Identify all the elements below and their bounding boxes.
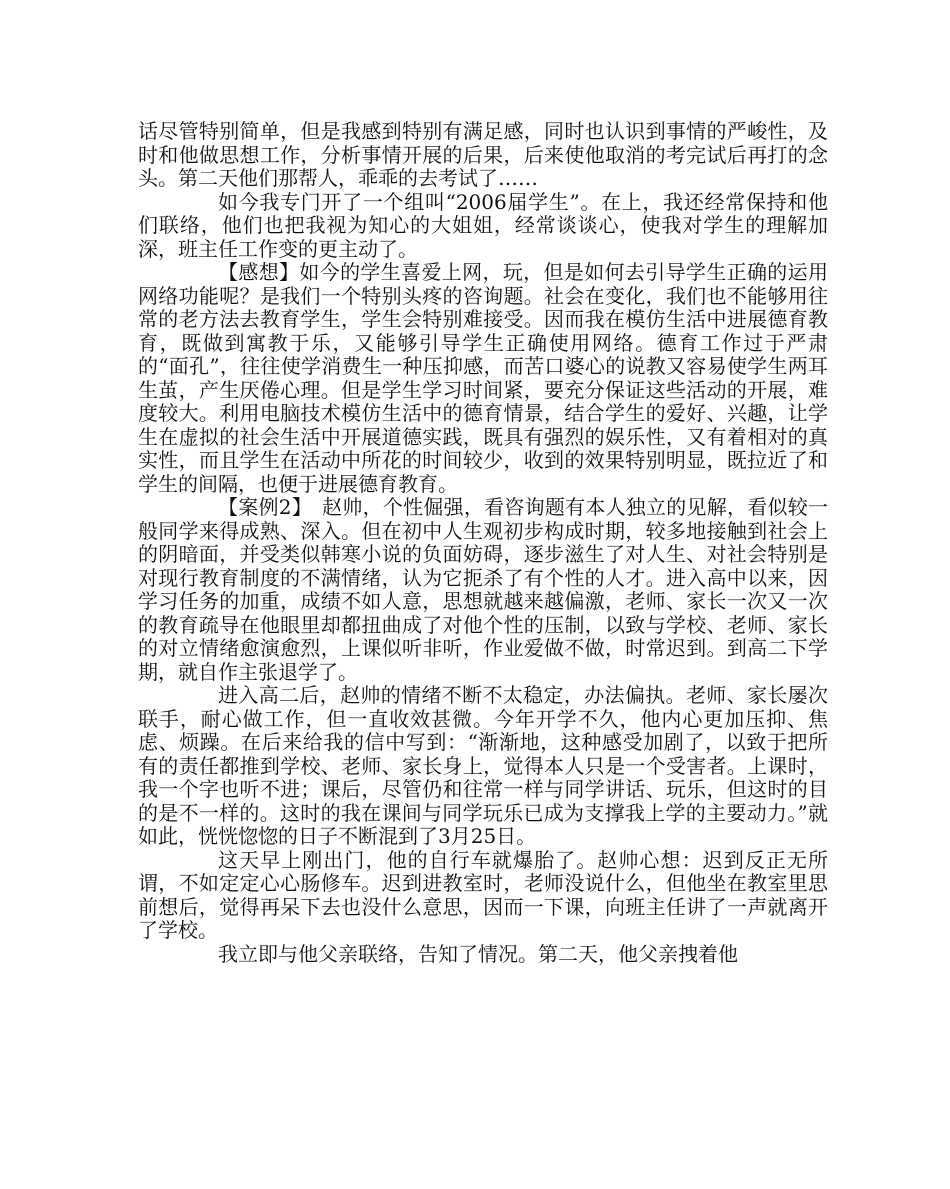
paragraph-1: 话尽管特别简单，但是我感到特别有满足感，同时也认识到事情的严峻性，及时和他做思想工作，分析事情开展的后果，后来使他取消的考完试后再打的念头。第二天他们那帮人，乖乖的去考试了…… bbox=[138, 119, 828, 190]
paragraph-5: 进入高二后，赵帅的情绪不断不太稳定，办法偏执。老师、家长屡次联手，耐心做工作，但一直收效甚微。今年开学不久，他内心更加压抑、焦虑、烦躁。在后来给我的信中写到：“渐渐地，这种感受加剧了，以致于把所有的责任都推到学校、老师、家长身上，觉得本人只是一个受害者。上课时，我一个字也听不进；课后，尽管仍和往常一样与同学讲话、玩乐，但这时的目的是不一样的。这时的我在课间与同学玩乐已成为支撑我上学的主要动力。”就如此，恍恍惚惚的日子不断混到了3月25日。 bbox=[138, 683, 828, 848]
paragraph-2: 如今我专门开了一个组叫“2006届学生”。在上，我还经常保持和他们联络，他们也把我视为知心的大姐姐，经常谈谈心，使我对学生的理解加深，班主任工作变的更主动了。 bbox=[138, 189, 828, 261]
paragraph-reflection: 【感想】如今的学生喜爱上网，玩，但是如何去引导学生正确的运用网络功能呢？是我们一个特别头疼的咨询题。社会在变化，我们也不能够用往常的老方法去教育学生，学生会特别难接受。因而我在模仿生活中进展德育教育，既做到寓教于乐，又能够引导学生正确使用网络。德育工作过于严肃的“面孔”，往往使学消费生一种压抑感，而苦口婆心的说教又容易使学生两耳生茧，产生厌倦心理。但是学生学习时间紧，要充分保证这些活动的开展，难度较大。利用电脑技术模仿生活中的德育情景，结合学生的爱好、兴趣，让学生在虚拟的社会生活中开展道德实践，既具有强烈的娱乐性，又有着相对的真实性，而且学生在活动中所花的时间较少，收到的效果特别明显，既拉近了和学生的间隔，也便于进展德育教育。 bbox=[138, 260, 828, 496]
paragraph-case-2: 【案例2】 赵帅，个性倔强，看咨询题有本人独立的见解，看似较一般同学来得成熟、深入。但在初中人生观初步构成时期，较多地接触到社会上的阴暗面，并受类似韩寒小说的负面妨碍，逐步滋生了对人生、对社会特别是对现行教育制度的不满情绪，认为它扼杀了有个性的人才。进入高中以来，因学习任务的加重，成绩不如人意，思想就越来越偏激，老师、家长一次又一次的教育疏导在他眼里却都扭曲成了对他个性的压制，以致与学校、老师、家长的对立情绪愈演愈烈，上课似听非听，作业爱做不做，时常迟到。到高二下学期，就自作主张退学了。 bbox=[138, 495, 828, 684]
paragraph-6: 这天早上刚出门，他的自行车就爆胎了。赵帅心想：迟到反正无所谓，不如定定心心肠修车。迟到进教室时，老师没说什么，但他坐在教室里思前想后，觉得再呆下去也没什么意思，因而一下课，向班主任讲了一声就离开了学校。 bbox=[138, 847, 828, 942]
document-body bbox=[138, 120, 828, 966]
paragraph-7: 我立即与他父亲联络，告知了情况。第二天，他父亲拽着他 bbox=[218, 941, 738, 966]
